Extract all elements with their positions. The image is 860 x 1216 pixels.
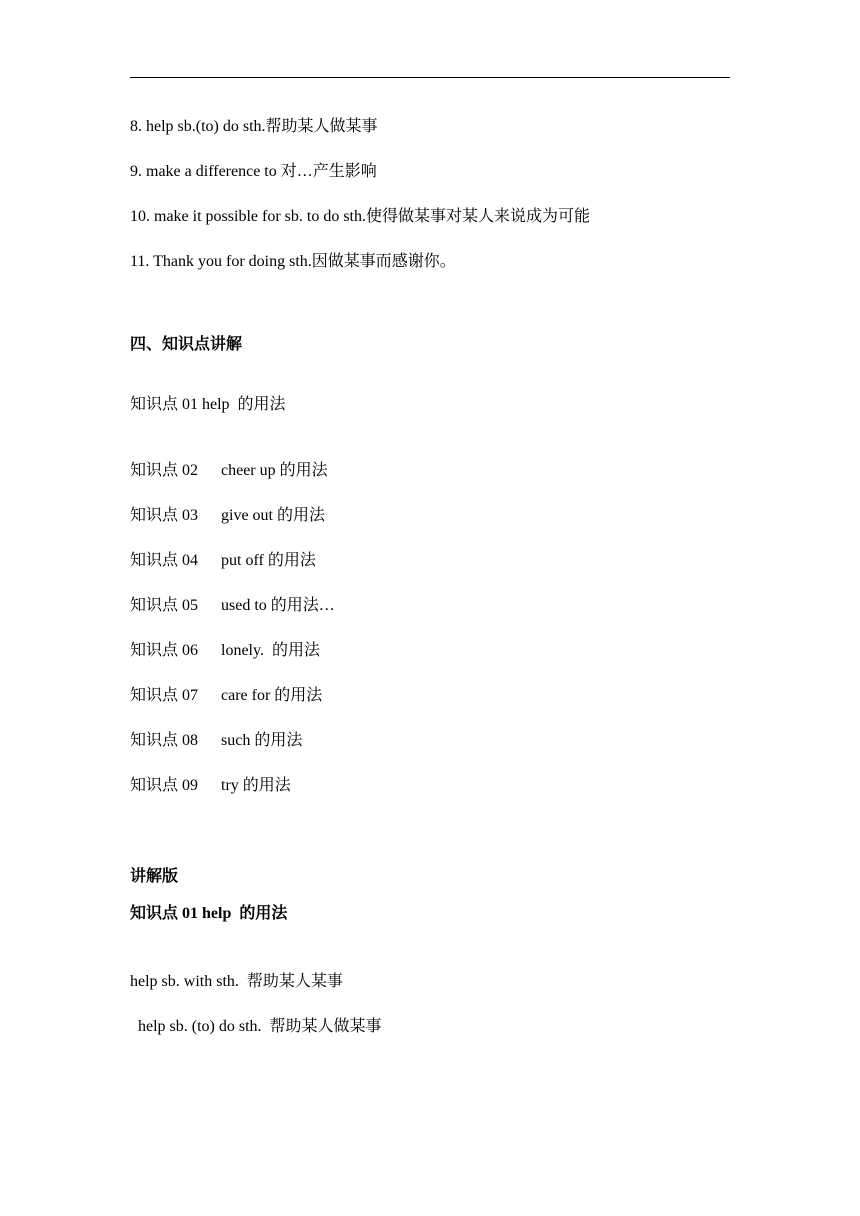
kp-number: 知识点 07 — [130, 687, 199, 704]
kp-number: 知识点 02 — [130, 462, 199, 479]
kp-text: put off 的用法 — [221, 552, 316, 569]
usage-line-2: help sb. (to) do sth. 帮助某人做某事 — [130, 1018, 382, 1035]
knowledge-point-08 — [130, 731, 302, 751]
knowledge-point-detail-title: 知识点 01 help 的用法 — [130, 905, 288, 922]
phrase-line-9: 9. make a difference to 对…产生影响 — [130, 163, 377, 180]
kp-text: cheer up 的用法 — [221, 462, 328, 479]
kp-number: 知识点 03 — [130, 507, 199, 524]
knowledge-point-03 — [130, 506, 325, 526]
knowledge-point-02 — [130, 461, 328, 481]
knowledge-point-07 — [130, 686, 322, 706]
knowledge-point-09 — [130, 776, 291, 796]
section-heading: 四、知识点讲解 — [130, 336, 243, 353]
phrase-line-10: 10. make it possible for sb. to do sth.使得做某事对某人来说成为可能 — [130, 208, 590, 225]
knowledge-point-06 — [130, 641, 320, 661]
kp-text: give out 的用法 — [221, 507, 325, 524]
phrase-line-11: 11. Thank you for doing sth.因做某事而感谢你。 — [130, 253, 456, 270]
usage-line-1: help sb. with sth. 帮助某人某事 — [130, 973, 343, 990]
header-rule — [130, 77, 730, 78]
version-label: 讲解版 — [130, 868, 179, 885]
kp-text: lonely. 的用法 — [221, 642, 320, 659]
knowledge-point-05 — [130, 596, 335, 616]
kp-number: 知识点 05 — [130, 597, 199, 614]
phrase-line-8: 8. help sb.(to) do sth.帮助某人做某事 — [130, 118, 378, 135]
kp-text: try 的用法 — [221, 777, 291, 794]
kp-text: used to 的用法… — [221, 597, 335, 614]
kp-text: care for 的用法 — [221, 687, 323, 704]
kp-text: such 的用法 — [221, 732, 303, 749]
kp-number: 知识点 04 — [130, 552, 199, 569]
knowledge-point-01: 知识点 01 help 的用法 — [130, 396, 286, 413]
kp-number: 知识点 06 — [130, 642, 199, 659]
knowledge-point-04 — [130, 551, 316, 571]
kp-number: 知识点 08 — [130, 732, 199, 749]
kp-number: 知识点 09 — [130, 777, 199, 794]
